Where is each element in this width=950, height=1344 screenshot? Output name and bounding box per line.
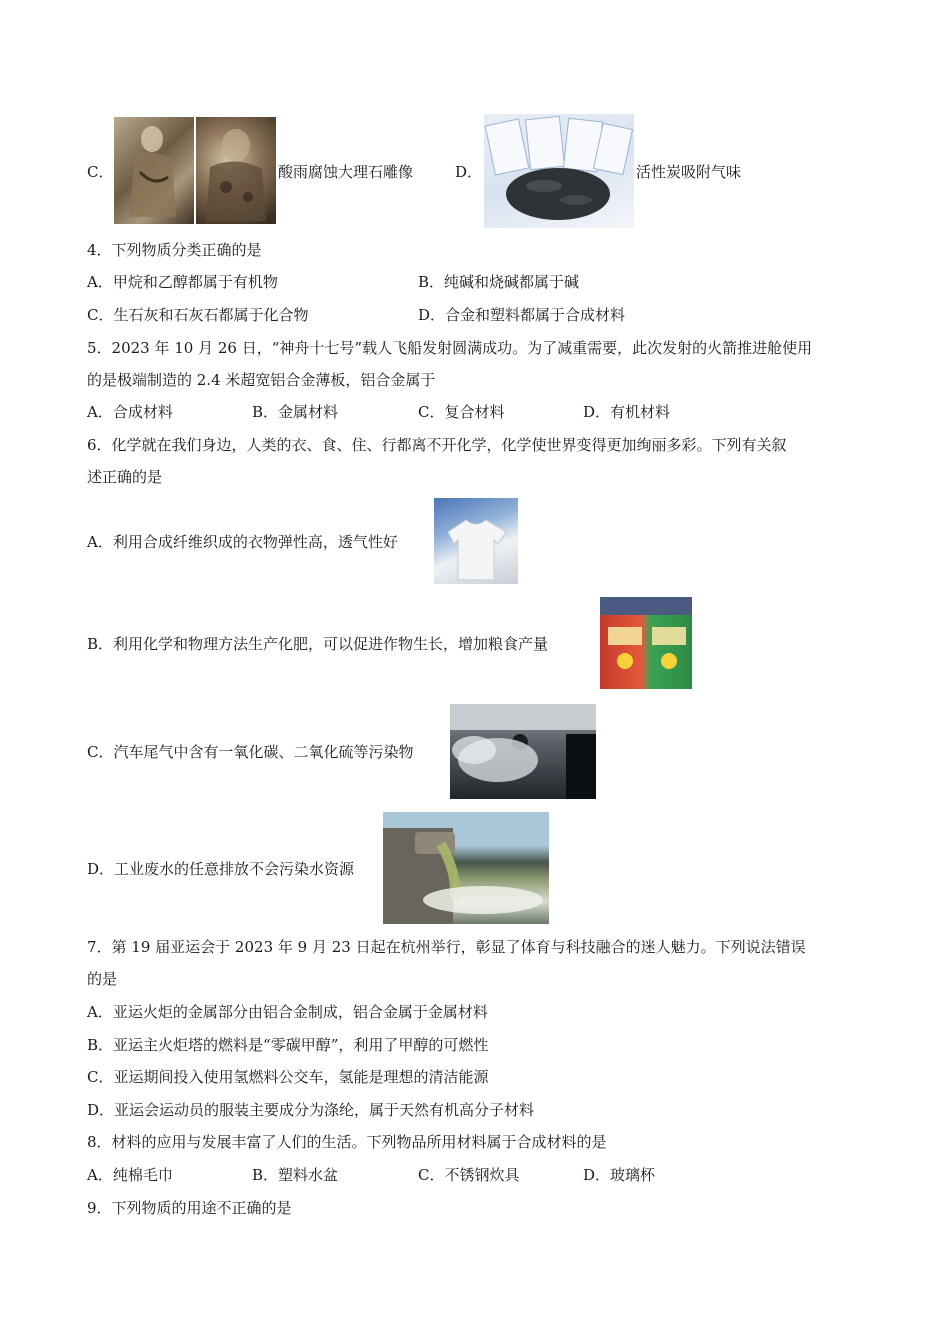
q7-option-d: D．亚运会运动员的服装主要成分为涤纶，属于天然有机高分子材料 — [87, 1101, 535, 1119]
q3-option-c-label: C． — [87, 163, 114, 181]
q6-option-a: A．利用合成纤维织成的衣物弹性高，透气性好 — [87, 533, 398, 551]
q7-option-b: B．亚运主火炬塔的燃料是“零碳甲醇”，利用了甲醇的可燃性 — [87, 1036, 489, 1054]
q5-stem-line1: 5．2023 年 10 月 26 日，“神舟十七号”载人飞船发射圆满成功。为了减重需要，此次发射的火箭推进舱使用 — [87, 339, 813, 357]
q4-stem: 4．下列物质分类正确的是 — [87, 241, 262, 259]
q3-option-d-label: D． — [455, 163, 483, 181]
shirt-icon — [434, 498, 518, 584]
q5-option-d: D．有机材料 — [583, 403, 671, 421]
q4-option-a: A．甲烷和乙醇都属于有机物 — [87, 273, 278, 291]
industrial-wastewater-photo — [383, 812, 549, 924]
q4-option-d: D．合金和塑料都属于合成材料 — [418, 306, 626, 324]
q5-stem-line2: 的是极端制造的 2.4 米超宽铝合金薄板，铝合金属于 — [87, 371, 436, 389]
q7-stem-line1: 7．第 19 届亚运会于 2023 年 9 月 23 日起在杭州举行，彰显了体育与科技融合的迷人魅力。下列说法错误 — [87, 938, 806, 956]
activated-carbon-photo — [484, 114, 634, 228]
q6-stem-line1: 6．化学就在我们身边，人类的衣、食、住、行都离不开化学，化学使世界变得更加绚丽多彩。下列有关叙 — [87, 436, 787, 454]
q4-option-b: B．纯碱和烧碱都属于碱 — [418, 273, 580, 291]
q6-stem-line2: 述正确的是 — [87, 468, 163, 486]
q7-option-c: C．亚运期间投入使用氢燃料公交车，氢能是理想的清洁能源 — [87, 1068, 489, 1086]
q8-stem: 8．材料的应用与发展丰富了人们的生活。下列物品所用材料属于合成材料的是 — [87, 1133, 607, 1151]
q8-option-d: D．玻璃杯 — [583, 1166, 656, 1184]
fertilizer-bags-photo — [600, 597, 692, 689]
q4-option-c: C．生石灰和石灰石都属于化合物 — [87, 306, 309, 324]
q8-option-c: C．不锈钢炊具 — [418, 1166, 520, 1184]
exhaust-smoke-icon — [450, 704, 596, 799]
q5-option-a: A．合成材料 — [87, 403, 173, 421]
q5-option-b: B．金属材料 — [252, 403, 339, 421]
q6-option-c: C．汽车尾气中含有一氧化碳、二氧化硫等污染物 — [87, 743, 414, 761]
fertilizer-bag-icon — [600, 597, 692, 689]
q9-stem: 9．下列物质的用途不正确的是 — [87, 1199, 292, 1217]
eroded-statue-icon — [196, 117, 276, 224]
marble-statue-photo-left — [114, 117, 194, 224]
q6-option-b: B．利用化学和物理方法生产化肥，可以促进作物生长，增加粮食产量 — [87, 635, 549, 653]
q8-option-a: A．纯棉毛巾 — [87, 1166, 173, 1184]
synthetic-fiber-shirt-photo — [434, 498, 518, 584]
q7-stem-line2: 的是 — [87, 970, 118, 988]
q5-option-c: C．复合材料 — [418, 403, 505, 421]
statue-figure-icon — [114, 117, 194, 224]
q3-option-d-text: 活性炭吸附气味 — [636, 163, 742, 181]
q3-option-c-text: 酸雨腐蚀大理石雕像 — [278, 163, 414, 181]
marble-statue-photo-right — [196, 117, 276, 224]
car-exhaust-photo — [450, 704, 596, 799]
carbon-pellets-icon — [484, 114, 634, 228]
q7-option-a: A．亚运火炬的金属部分由铝合金制成，铝合金属于金属材料 — [87, 1003, 488, 1021]
wastewater-pipe-icon — [383, 812, 549, 924]
q8-option-b: B．塑料水盆 — [252, 1166, 339, 1184]
q6-option-d: D．工业废水的任意排放不会污染水资源 — [87, 860, 355, 878]
